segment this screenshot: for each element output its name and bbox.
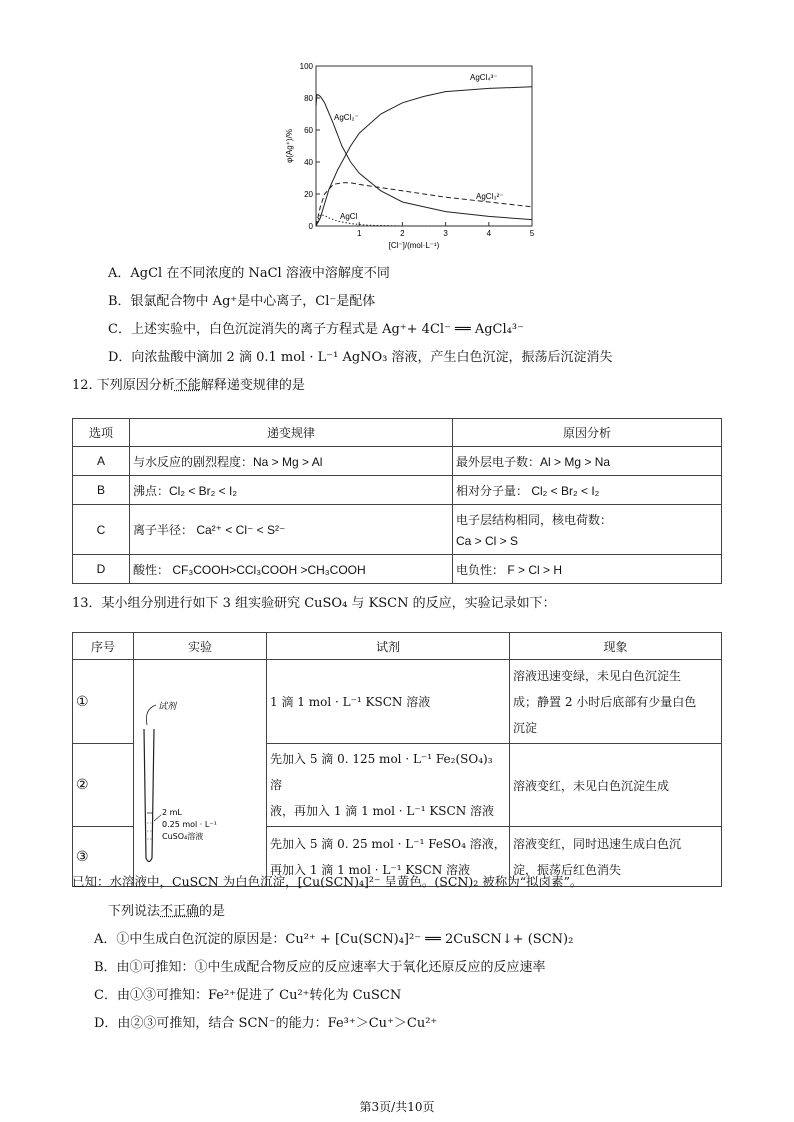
q13-option-c: C．由①③可推知：Fe²⁺促进了 Cu²⁺转化为 CuSCN bbox=[94, 988, 402, 1003]
y-tick-label: 80 bbox=[304, 94, 313, 103]
q13-row3-obs-line1: 溶液变红，同时迅速生成白色沉 bbox=[513, 836, 682, 851]
q12-row-a-rule: 与水反应的剧烈程度：Na > Mg > Al bbox=[130, 447, 453, 476]
q13-row1-obs-line3: 沉淀 bbox=[513, 720, 538, 735]
q11-option-d: D．向浓盐酸中滴加 2 滴 0.1 mol · L⁻¹ AgNO₃ 溶液，产生白色沉淀，振荡后沉淀消失 bbox=[108, 350, 613, 365]
table-row bbox=[73, 447, 722, 476]
q12-row-d-rule: 酸性： CF₃COOH>CCl₃COOH >CH₃COOH bbox=[130, 555, 453, 584]
q12-row-a-reason: 最外层电子数：Al > Mg > Na bbox=[453, 447, 722, 476]
q13-header-exp: 实验 bbox=[134, 633, 267, 660]
q12-row-c-reason-line2: Ca > Cl > S bbox=[456, 534, 519, 548]
q13-row2-num: ② bbox=[73, 744, 134, 827]
series-label-2: AgCl₃²⁻ bbox=[476, 192, 504, 201]
series-label-0: AgCl₄³⁻ bbox=[470, 73, 498, 82]
q12-header-rule: 递变规律 bbox=[130, 419, 453, 447]
page-footer: 第3页/共10页 bbox=[359, 1100, 435, 1114]
q13-ask-post: 的是 bbox=[199, 904, 226, 919]
q12-row-b-reason: 相对分子量： Cl₂ < Br₂ < I₂ bbox=[453, 476, 722, 505]
x-tick-label: 5 bbox=[529, 229, 535, 238]
q13-row1-reagent: 1 滴 1 mol · L⁻¹ KSCN 溶液 bbox=[267, 660, 510, 744]
q13-row1-obs-line1: 溶液迅速变绿，未见白色沉淀生 bbox=[513, 668, 682, 683]
q12-stem-emphasis: 不能 bbox=[174, 378, 201, 393]
q13-table bbox=[72, 632, 722, 887]
q13-ask-pre: 下列说法 bbox=[108, 904, 161, 919]
q13-row1-num: ① bbox=[73, 660, 134, 744]
q13-row2-reagent-line2: 液，再加入 1 滴 1 mol · L⁻¹ KSCN 溶液 bbox=[270, 804, 495, 818]
volume-label: 2 mL bbox=[162, 808, 182, 817]
q13-ask-emphasis: 不正确 bbox=[160, 904, 200, 919]
x-axis-label: [Cl⁻]/(mol·L⁻¹) bbox=[388, 241, 440, 250]
y-tick-label: 60 bbox=[304, 126, 313, 135]
q13-option-b: B．由①可推知：①中生成配合物反应的反应速率大于氧化还原反应的反应速率 bbox=[94, 960, 546, 975]
q13-apparatus-cell bbox=[134, 660, 267, 887]
q12-row-d-option: D bbox=[73, 555, 130, 584]
volume-pointer bbox=[154, 815, 161, 821]
q12-row-b-option: B bbox=[73, 476, 130, 505]
reagent-label: 试剂 bbox=[158, 702, 177, 712]
zero-label: 0 bbox=[308, 222, 313, 231]
q13-row3-num: ③ bbox=[73, 827, 134, 887]
x-tick-label: 4 bbox=[486, 229, 492, 238]
q12-table bbox=[72, 418, 722, 584]
q13-option-d: D．由②③可推知，结合 SCN⁻的能力：Fe³⁺＞Cu⁺＞Cu²⁺ bbox=[94, 1016, 438, 1031]
conc-label: 0.25 mol · L⁻¹ bbox=[162, 820, 217, 829]
solution-label: CuSO₄溶液 bbox=[162, 832, 204, 841]
q13-row3-obs-line2: 淀，振荡后红色消失 bbox=[513, 862, 622, 877]
table-row bbox=[73, 476, 722, 505]
q13-header-reagent: 试剂 bbox=[267, 633, 510, 660]
q13-header-num: 序号 bbox=[73, 633, 134, 660]
q13-row1-obs-line2: 成；静置 2 小时后底部有少量白色 bbox=[513, 694, 697, 709]
q12-row-b-rule: 沸点：Cl₂ < Br₂ < I₂ bbox=[130, 476, 453, 505]
q12-stem-pre: 12. 下列原因分析 bbox=[72, 378, 175, 393]
test-tube-diagram bbox=[134, 673, 260, 873]
q13-option-a: A．①中生成白色沉淀的原因是：Cu²⁺ + [Cu(SCN)₄]²⁻ ══ 2CuSCN↓+ (SCN)₂ bbox=[94, 932, 574, 947]
q12-stem-post: 解释递变规律的是 bbox=[200, 378, 305, 393]
x-tick-label: 3 bbox=[443, 229, 448, 238]
q12-header-option: 选项 bbox=[73, 419, 130, 447]
series-label-3: AgCl bbox=[340, 212, 358, 221]
q11-option-b: B．银氯配合物中 Ag⁺是中心离子，Cl⁻是配体 bbox=[108, 294, 376, 309]
y-tick-label: 100 bbox=[299, 62, 313, 71]
reagent-pointer bbox=[146, 705, 156, 725]
y-axis-label: φ(Ag⁺)/% bbox=[285, 129, 294, 163]
q13-row3-reagent-line1: 先加入 5 滴 0. 25 mol · L⁻¹ FeSO₄ 溶液， bbox=[270, 836, 506, 851]
q13-stem: 13．某小组分别进行如下 3 组实验研究 CuSO₄ 与 KSCN 的反应，实验记录如下： bbox=[72, 596, 556, 611]
q12-row-c-rule: 离子半径： Ca²⁺ < Cl⁻ < S²⁻ bbox=[130, 505, 453, 555]
test-tube-icon bbox=[144, 729, 154, 862]
series-line-3 bbox=[316, 87, 532, 226]
q12-row-c-reason-line1: 电子层结构相同，核电荷数： bbox=[456, 513, 613, 527]
q13-known: 已知：水溶液中，CuSCN 为白色沉淀，[Cu(SCN)₄]²⁻ 呈黄色。(SCN)₂ 被称为“拟卤素”。 bbox=[72, 874, 583, 889]
x-tick-label: 2 bbox=[400, 229, 405, 238]
speciation-chart bbox=[280, 58, 540, 258]
q12-row-c-option: C bbox=[73, 505, 130, 555]
q11-option-c: C．上述实验中，白色沉淀消失的离子方程式是 Ag⁺+ 4Cl⁻ ══ AgCl₄³⁻ bbox=[108, 322, 524, 337]
q12-header-reason: 原因分析 bbox=[453, 419, 722, 447]
q12-stem bbox=[72, 374, 305, 393]
q12-row-a-option: A bbox=[73, 447, 130, 476]
x-tick-label: 1 bbox=[356, 229, 362, 238]
q13-row1-obs bbox=[510, 660, 722, 744]
y-tick-label: 20 bbox=[304, 190, 313, 199]
q13-row2-reagent-line1: 先加入 5 滴 0. 125 mol · L⁻¹ Fe₂(SO₄)₃ 溶 bbox=[270, 752, 493, 792]
plot-frame bbox=[316, 66, 532, 226]
table-row bbox=[73, 505, 722, 555]
q13-row2-obs: 溶液变红，未见白色沉淀生成 bbox=[510, 744, 722, 827]
q13-row3-reagent-line2: 再加入 1 滴 1 mol · L⁻¹ KSCN 溶液 bbox=[270, 862, 471, 877]
q11-option-a: A．AgCl 在不同浓度的 NaCl 溶液中溶解度不同 bbox=[108, 266, 390, 281]
q13-row2-reagent bbox=[267, 744, 510, 827]
table-row bbox=[73, 555, 722, 584]
q12-row-c-reason bbox=[453, 505, 722, 555]
q13-ask bbox=[108, 900, 225, 919]
table-row bbox=[73, 660, 722, 744]
y-tick-label: 40 bbox=[304, 158, 313, 167]
q13-header-obs: 现象 bbox=[510, 633, 722, 660]
series-label-1: AgCl₂⁻ bbox=[334, 113, 359, 122]
q12-row-d-reason: 电负性： F > Cl > H bbox=[453, 555, 722, 584]
